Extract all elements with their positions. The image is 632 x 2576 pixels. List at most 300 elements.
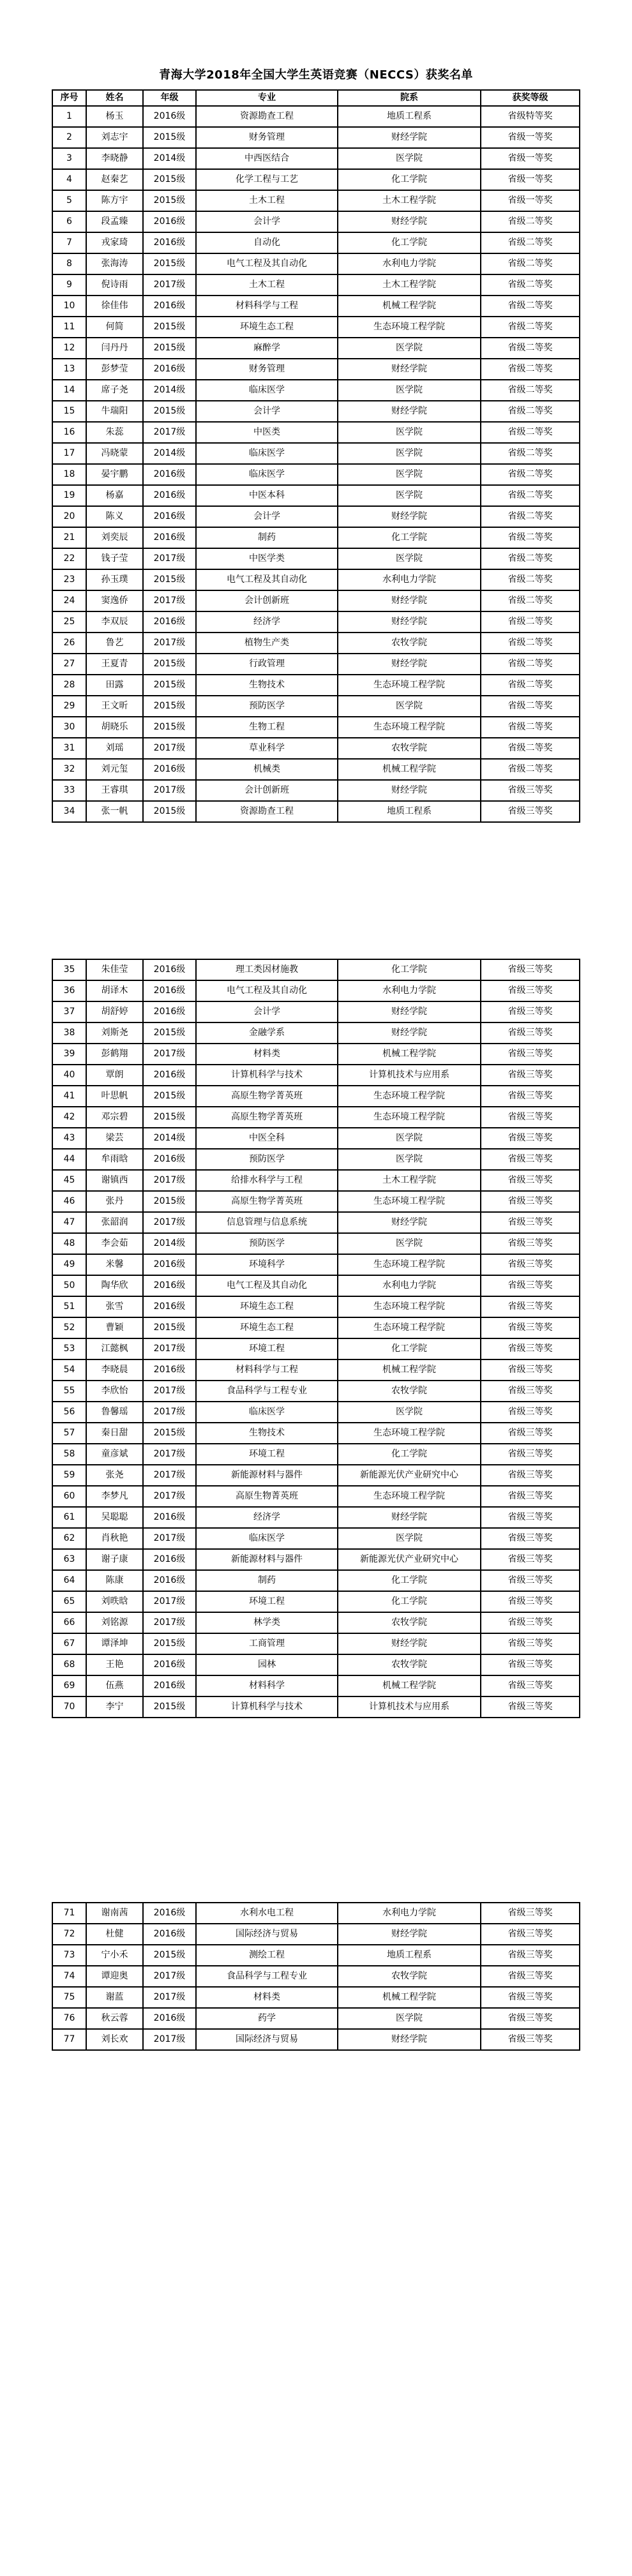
table-row: [52, 780, 580, 801]
table-cell: 2016级: [143, 1903, 196, 1924]
table-cell: 医学院: [338, 443, 481, 464]
table-cell: 省级二等奖: [481, 359, 580, 380]
table-cell: 经济学: [196, 611, 338, 633]
table-cell: 机械工程学院: [338, 759, 481, 780]
table-cell: 67: [52, 1633, 86, 1654]
table-row: [52, 1107, 580, 1128]
table-cell: 省级二等奖: [481, 338, 580, 359]
table-cell: 3: [52, 148, 86, 169]
table-cell: 2017级: [143, 1465, 196, 1486]
table-cell: 冯晓蒙: [86, 443, 143, 464]
table-row: [52, 1359, 580, 1381]
table-cell: 1: [52, 106, 86, 127]
table-cell: 省级三等奖: [481, 1465, 580, 1486]
table-cell: 2016级: [143, 1149, 196, 1170]
table-row: [52, 1044, 580, 1065]
table-cell: 医学院: [338, 1528, 481, 1549]
table-cell: 地质工程系: [338, 1945, 481, 1966]
table-cell: 省级二等奖: [481, 527, 580, 548]
table-cell: 刘志宇: [86, 127, 143, 148]
table-cell: 省级三等奖: [481, 1966, 580, 1987]
table-cell: 谭泽坤: [86, 1633, 143, 1654]
table-cell: 48: [52, 1233, 86, 1254]
table-cell: 省级二等奖: [481, 380, 580, 401]
table-cell: 给排水科学与工程: [196, 1170, 338, 1191]
table-cell: 56: [52, 1402, 86, 1423]
table-cell: 2016级: [143, 1254, 196, 1275]
table-cell: 秋云蓉: [86, 2008, 143, 2029]
table-cell: 2016级: [143, 1924, 196, 1945]
table-cell: 童彦斌: [86, 1444, 143, 1465]
table-cell: 省级三等奖: [481, 1022, 580, 1044]
table-row: [52, 296, 580, 317]
table-cell: 2017级: [143, 1987, 196, 2008]
table-row: [52, 1022, 580, 1044]
table-cell: 2017级: [143, 590, 196, 611]
table-cell: 省级三等奖: [481, 1170, 580, 1191]
table-cell: 2016级: [143, 1675, 196, 1696]
table-cell: 环境工程: [196, 1591, 338, 1612]
table-cell: 2017级: [143, 1444, 196, 1465]
table-cell: 化工学院: [338, 169, 481, 190]
table-cell: 2017级: [143, 1044, 196, 1065]
table-cell: 省级二等奖: [481, 422, 580, 443]
table-cell: 60: [52, 1486, 86, 1507]
table-cell: 医学院: [338, 464, 481, 485]
table-cell: 省级三等奖: [481, 1423, 580, 1444]
table-cell: 医学院: [338, 1149, 481, 1170]
table-cell: 2017级: [143, 2029, 196, 2050]
table-cell: 51: [52, 1296, 86, 1317]
table-cell: 2015级: [143, 569, 196, 590]
table-cell: 计算机科学与技术: [196, 1065, 338, 1086]
table-cell: 70: [52, 1696, 86, 1718]
table-cell: 4: [52, 169, 86, 190]
table-cell: 2015级: [143, 1191, 196, 1212]
table-row: [52, 1507, 580, 1528]
table-row: [52, 1381, 580, 1402]
table-cell: 麻醉学: [196, 338, 338, 359]
table-cell: 计算机技术与应用系: [338, 1065, 481, 1086]
table-cell: 省级二等奖: [481, 506, 580, 527]
table-cell: 财经学院: [338, 780, 481, 801]
table-cell: 30: [52, 717, 86, 738]
table-cell: 19: [52, 485, 86, 506]
table-cell: 财经学院: [338, 654, 481, 675]
table-cell: 73: [52, 1945, 86, 1966]
table-cell: 药学: [196, 2008, 338, 2029]
table-cell: 医学院: [338, 338, 481, 359]
table-cell: 胡晓乐: [86, 717, 143, 738]
table-row: [52, 1696, 580, 1718]
table-cell: 临床医学: [196, 1402, 338, 1423]
table-cell: 省级三等奖: [481, 1233, 580, 1254]
table-row: [52, 1065, 580, 1086]
table-cell: 2017级: [143, 548, 196, 569]
table-cell: 李梦凡: [86, 1486, 143, 1507]
table-row: [52, 2029, 580, 2050]
table-row: [52, 696, 580, 717]
table-cell: 高原生物学菁英班: [196, 1107, 338, 1128]
table-cell: 席子尧: [86, 380, 143, 401]
table-cell: 王睿琪: [86, 780, 143, 801]
table-row: [52, 801, 580, 822]
table-cell: 2016级: [143, 1275, 196, 1296]
table-cell: 生态环境工程学院: [338, 1254, 481, 1275]
table-cell: 8: [52, 253, 86, 274]
table-cell: 自动化: [196, 232, 338, 253]
table-row: [52, 106, 580, 127]
table-cell: 彭梦莹: [86, 359, 143, 380]
table-row: [52, 1254, 580, 1275]
table-cell: 省级二等奖: [481, 485, 580, 506]
table-cell: 72: [52, 1924, 86, 1945]
table-row: [52, 1633, 580, 1654]
table-cell: 机械工程学院: [338, 1987, 481, 2008]
table-cell: 水利电力学院: [338, 569, 481, 590]
table-cell: 张尧: [86, 1465, 143, 1486]
table-cell: 2017级: [143, 1612, 196, 1633]
table-cell: 秦日甜: [86, 1423, 143, 1444]
table-cell: 李宁: [86, 1696, 143, 1718]
table-cell: 王夏青: [86, 654, 143, 675]
table-cell: 35: [52, 959, 86, 980]
table-cell: 2015级: [143, 317, 196, 338]
table-cell: 王文昕: [86, 696, 143, 717]
table-cell: 张一帆: [86, 801, 143, 822]
table-cell: 农牧学院: [338, 633, 481, 654]
table-cell: 生物技术: [196, 1423, 338, 1444]
table-cell: 材料科学与工程: [196, 1359, 338, 1381]
table-cell: 40: [52, 1065, 86, 1086]
column-header: 年级: [143, 90, 196, 106]
table-cell: 2015级: [143, 253, 196, 274]
table-cell: 42: [52, 1107, 86, 1128]
table-cell: 2016级: [143, 1359, 196, 1381]
table-cell: 省级二等奖: [481, 717, 580, 738]
table-cell: 省级二等奖: [481, 633, 580, 654]
table-cell: 2015级: [143, 190, 196, 211]
table-cell: 省级三等奖: [481, 1486, 580, 1507]
table-cell: 张丹: [86, 1191, 143, 1212]
table-cell: 省级二等奖: [481, 696, 580, 717]
table-cell: 国际经济与贸易: [196, 2029, 338, 2050]
table-cell: 李晓晨: [86, 1359, 143, 1381]
table-cell: 37: [52, 1001, 86, 1022]
table-cell: 谢镇西: [86, 1170, 143, 1191]
table-cell: 生态环境工程学院: [338, 675, 481, 696]
table-cell: 中医类: [196, 422, 338, 443]
table-cell: 电气工程及其自动化: [196, 980, 338, 1001]
table-cell: 2016级: [143, 1065, 196, 1086]
table-cell: 2016级: [143, 2008, 196, 2029]
table-row: [52, 654, 580, 675]
table-cell: 25: [52, 611, 86, 633]
table-cell: 化工学院: [338, 959, 481, 980]
table-cell: 生态环境工程学院: [338, 1107, 481, 1128]
table-cell: 医学院: [338, 1128, 481, 1149]
table-cell: 倪诗雨: [86, 274, 143, 296]
table-cell: 省级三等奖: [481, 780, 580, 801]
table-cell: 赵秦艺: [86, 169, 143, 190]
table-cell: 68: [52, 1654, 86, 1675]
table-cell: 刘铭源: [86, 1612, 143, 1633]
table-row: [52, 148, 580, 169]
table-cell: 65: [52, 1591, 86, 1612]
column-header: 院系: [338, 90, 481, 106]
table-row: [52, 359, 580, 380]
table-row: [52, 127, 580, 148]
table-cell: 省级三等奖: [481, 1675, 580, 1696]
table-row: [52, 338, 580, 359]
table-row: [52, 211, 580, 232]
table-cell: 2016级: [143, 485, 196, 506]
table-cell: 医学院: [338, 422, 481, 443]
table-cell: 杜健: [86, 1924, 143, 1945]
table-cell: 资源勘查工程: [196, 106, 338, 127]
table-cell: 省级二等奖: [481, 654, 580, 675]
table-cell: 农牧学院: [338, 1612, 481, 1633]
table-row: [52, 253, 580, 274]
table-cell: 环境科学: [196, 1254, 338, 1275]
table-cell: 食品科学与工程专业: [196, 1966, 338, 1987]
table-cell: 5: [52, 190, 86, 211]
table-row: [52, 1987, 580, 2008]
table-cell: 农牧学院: [338, 1381, 481, 1402]
table-cell: 33: [52, 780, 86, 801]
table-cell: 58: [52, 1444, 86, 1465]
table-cell: 财经学院: [338, 1924, 481, 1945]
table-cell: 医学院: [338, 380, 481, 401]
table-cell: 省级三等奖: [481, 1107, 580, 1128]
table-cell: 省级三等奖: [481, 1570, 580, 1591]
table-row: [52, 422, 580, 443]
table-cell: 临床医学: [196, 1528, 338, 1549]
table-cell: 中医本科: [196, 485, 338, 506]
table-cell: 张雪: [86, 1296, 143, 1317]
table-cell: 省级二等奖: [481, 401, 580, 422]
award-table-section-1: [52, 89, 580, 823]
table-cell: 化工学院: [338, 232, 481, 253]
table-cell: 财经学院: [338, 127, 481, 148]
table-body-section-3: [52, 1903, 580, 2050]
column-header: 专业: [196, 90, 338, 106]
table-cell: 化工学院: [338, 1591, 481, 1612]
table-cell: 刘长欢: [86, 2029, 143, 2050]
table-row: [52, 1191, 580, 1212]
table-cell: 76: [52, 2008, 86, 2029]
table-cell: 陈康: [86, 1570, 143, 1591]
table-row: [52, 1338, 580, 1359]
table-row: [52, 1212, 580, 1233]
table-cell: 64: [52, 1570, 86, 1591]
table-cell: 胡舒婷: [86, 1001, 143, 1022]
table-row: [52, 2008, 580, 2029]
table-cell: 化工学院: [338, 1570, 481, 1591]
table-cell: 鲁艺: [86, 633, 143, 654]
table-body-section-2: [52, 959, 580, 1718]
table-cell: 省级二等奖: [481, 675, 580, 696]
table-cell: 省级三等奖: [481, 1254, 580, 1275]
table-cell: 省级三等奖: [481, 1086, 580, 1107]
table-cell: 彭鹤翔: [86, 1044, 143, 1065]
table-cell: 2017级: [143, 1170, 196, 1191]
table-cell: 省级三等奖: [481, 1128, 580, 1149]
table-cell: 医学院: [338, 548, 481, 569]
table-cell: 省级二等奖: [481, 569, 580, 590]
table-cell: 化工学院: [338, 1444, 481, 1465]
table-row: [52, 380, 580, 401]
table-cell: 省级三等奖: [481, 1945, 580, 1966]
table-cell: 49: [52, 1254, 86, 1275]
table-cell: 财经学院: [338, 506, 481, 527]
table-cell: 省级二等奖: [481, 590, 580, 611]
table-cell: 省级三等奖: [481, 1065, 580, 1086]
table-cell: 医学院: [338, 485, 481, 506]
table-cell: 15: [52, 401, 86, 422]
table-cell: 24: [52, 590, 86, 611]
table-row: [52, 1924, 580, 1945]
table-cell: 谭迎奥: [86, 1966, 143, 1987]
table-cell: 省级三等奖: [481, 1507, 580, 1528]
table-row: [52, 1591, 580, 1612]
table-cell: 16: [52, 422, 86, 443]
table-cell: 财经学院: [338, 1633, 481, 1654]
table-cell: 2017级: [143, 633, 196, 654]
table-cell: 2017级: [143, 1486, 196, 1507]
table-cell: 2014级: [143, 1128, 196, 1149]
table-cell: 机械工程学院: [338, 1675, 481, 1696]
table-cell: 57: [52, 1423, 86, 1444]
table-cell: 李欣怡: [86, 1381, 143, 1402]
table-cell: 9: [52, 274, 86, 296]
table-cell: 2015级: [143, 338, 196, 359]
table-cell: 省级二等奖: [481, 759, 580, 780]
table-cell: 农牧学院: [338, 1654, 481, 1675]
table-cell: 省级三等奖: [481, 1654, 580, 1675]
table-cell: 覃朗: [86, 1065, 143, 1086]
table-cell: 69: [52, 1675, 86, 1696]
table-row: [52, 717, 580, 738]
table-cell: 会计学: [196, 506, 338, 527]
table-cell: 省级三等奖: [481, 1612, 580, 1633]
table-cell: 财经学院: [338, 1212, 481, 1233]
table-cell: 临床医学: [196, 380, 338, 401]
table-cell: 肖秋艳: [86, 1528, 143, 1549]
table-cell: 化学工程与工艺: [196, 169, 338, 190]
table-row: [52, 1444, 580, 1465]
table-cell: 环境生态工程: [196, 1296, 338, 1317]
table-row: [52, 1903, 580, 1924]
column-header: 获奖等级: [481, 90, 580, 106]
table-cell: 高原生物学菁英班: [196, 1086, 338, 1107]
table-cell: 2016级: [143, 106, 196, 127]
table-cell: 地质工程系: [338, 801, 481, 822]
table-cell: 省级三等奖: [481, 1402, 580, 1423]
table-row: [52, 1275, 580, 1296]
table-cell: 新能源材料与器件: [196, 1465, 338, 1486]
table-cell: 水利电力学院: [338, 1903, 481, 1924]
table-cell: 省级二等奖: [481, 253, 580, 274]
table-cell: 李晓静: [86, 148, 143, 169]
table-cell: 2015级: [143, 1945, 196, 1966]
table-cell: 62: [52, 1528, 86, 1549]
table-cell: 2016级: [143, 1654, 196, 1675]
table-cell: 会计学: [196, 211, 338, 232]
table-cell: 园林: [196, 1654, 338, 1675]
table-cell: 26: [52, 633, 86, 654]
table-cell: 陈义: [86, 506, 143, 527]
table-cell: 刘奕辰: [86, 527, 143, 548]
table-cell: 77: [52, 2029, 86, 2050]
table-cell: 省级特等奖: [481, 106, 580, 127]
table-cell: 2015级: [143, 1696, 196, 1718]
table-cell: 省级二等奖: [481, 548, 580, 569]
table-cell: 地质工程系: [338, 106, 481, 127]
table-cell: 2017级: [143, 1528, 196, 1549]
table-row: [52, 1296, 580, 1317]
table-cell: 谢子康: [86, 1549, 143, 1570]
table-cell: 省级三等奖: [481, 1317, 580, 1338]
table-cell: 水利电力学院: [338, 980, 481, 1001]
table-cell: 李双辰: [86, 611, 143, 633]
table-cell: 会计创新班: [196, 780, 338, 801]
table-cell: 省级二等奖: [481, 317, 580, 338]
table-cell: 2016级: [143, 980, 196, 1001]
table-cell: 44: [52, 1149, 86, 1170]
table-cell: 财经学院: [338, 1022, 481, 1044]
table-cell: 14: [52, 380, 86, 401]
table-cell: 新能源光伏产业研究中心: [338, 1465, 481, 1486]
table-cell: 伍燕: [86, 1675, 143, 1696]
table-cell: 省级二等奖: [481, 211, 580, 232]
table-cell: 2015级: [143, 1107, 196, 1128]
table-cell: 陶华欣: [86, 1275, 143, 1296]
table-cell: 45: [52, 1170, 86, 1191]
table-cell: 省级三等奖: [481, 1924, 580, 1945]
table-row: [52, 443, 580, 464]
table-cell: 朱蕊: [86, 422, 143, 443]
table-cell: 2017级: [143, 1381, 196, 1402]
table-cell: 2017级: [143, 1402, 196, 1423]
table-cell: 66: [52, 1612, 86, 1633]
table-cell: 财经学院: [338, 359, 481, 380]
table-row: [52, 738, 580, 759]
table-row: [52, 1086, 580, 1107]
table-cell: 计算机科学与技术: [196, 1696, 338, 1718]
table-cell: 田露: [86, 675, 143, 696]
table-cell: 中医学类: [196, 548, 338, 569]
table-cell: 74: [52, 1966, 86, 1987]
table-cell: 省级三等奖: [481, 1633, 580, 1654]
table-cell: 米馨: [86, 1254, 143, 1275]
table-cell: 省级二等奖: [481, 738, 580, 759]
table-cell: 电气工程及其自动化: [196, 569, 338, 590]
table-cell: 财经学院: [338, 590, 481, 611]
table-cell: 32: [52, 759, 86, 780]
table-cell: 医学院: [338, 1402, 481, 1423]
table-cell: 省级三等奖: [481, 801, 580, 822]
table-cell: 53: [52, 1338, 86, 1359]
table-cell: 医学院: [338, 1233, 481, 1254]
table-cell: 高原生物学菁英班: [196, 1191, 338, 1212]
table-cell: 省级三等奖: [481, 1696, 580, 1718]
table-cell: 牟雨晗: [86, 1149, 143, 1170]
table-cell: 机械工程学院: [338, 296, 481, 317]
table-row: [52, 1612, 580, 1633]
table-cell: 省级三等奖: [481, 1212, 580, 1233]
table-cell: 中医全科: [196, 1128, 338, 1149]
